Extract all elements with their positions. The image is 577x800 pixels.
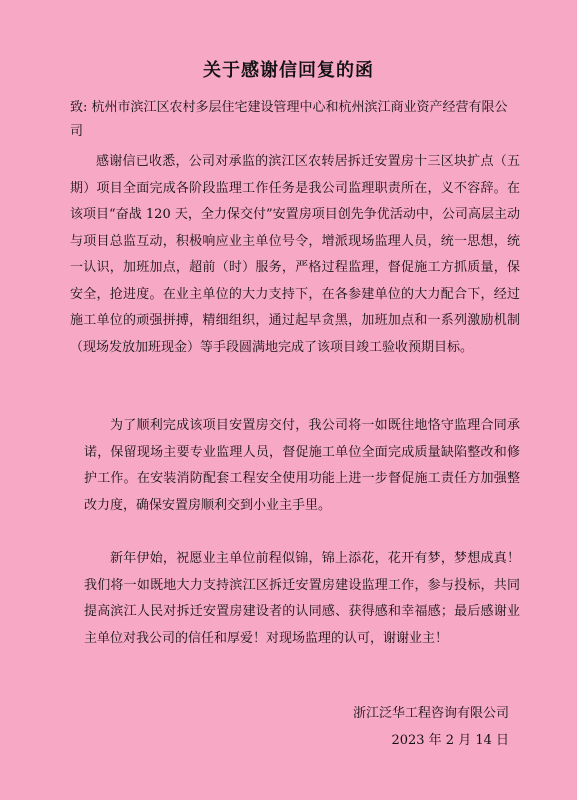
letter-date: 2023 年 2 月 14 日 <box>391 733 509 748</box>
letter-paragraph-3: 新年伊始，祝愿业主单位前程似锦，锦上添花，花开有梦，梦想成真！我们将一如既地大力支持滨江区拆迁安置房建设监理工作，参与投标，共同提高滨江人民对拆迁安置房建设者的认同感、获得感和幸福感；最后感谢业主单位对我公司的信任和厚爱！对现场监理的认可，谢谢业主！ <box>84 551 520 646</box>
letter-paragraph-2: 为了顺利完成该项目安置房交付，我公司将一如既往地恪守监理合同承诺，保留现场主要专业监理人员，督促施工单位全面完成质量缺陷整改和修护工作。在安装消防配套工程安全使用功能上进一步督促施工责任方加强整改力度，确保安置房顺利交到小业主手里。 <box>84 418 520 513</box>
letter-title: 关于感谢信回复的函 <box>203 60 374 81</box>
letter-signer: 浙江泛华工程咨询有限公司 <box>352 706 509 721</box>
letter-addressee: 致: 杭州市滨江区农村多层住宅建设管理中心和杭州滨江商业资产经营有限公司 <box>70 100 508 139</box>
letter-paragraph-1: 感谢信已收悉，公司对承监的滨江区农转居拆迁安置房十三区块扩点（五期）项目全面完成各阶段监理工作任务是我公司监理职责所在，义不容辞。在该项目“奋战 120 天，全力保交付”安置房项目创先争优活动中，公司高层主动与项目总监互动，积极响应业主单位号令，增派现场监理人员，统一思想，统一认识，加班加点，超前（时）服务，严格过程监理，督促施工方抓质量，保安全，抢进度。在业主单位的大力支持下，在各参建单位的大力配合下，经过施工单位的顽强拼搏，精细组织，通过起早贪黑，加班加点和一系列激励机制（现场发放加班现金）等手段圆满地完成了该项目竣工验收预期目标。 <box>70 154 520 355</box>
